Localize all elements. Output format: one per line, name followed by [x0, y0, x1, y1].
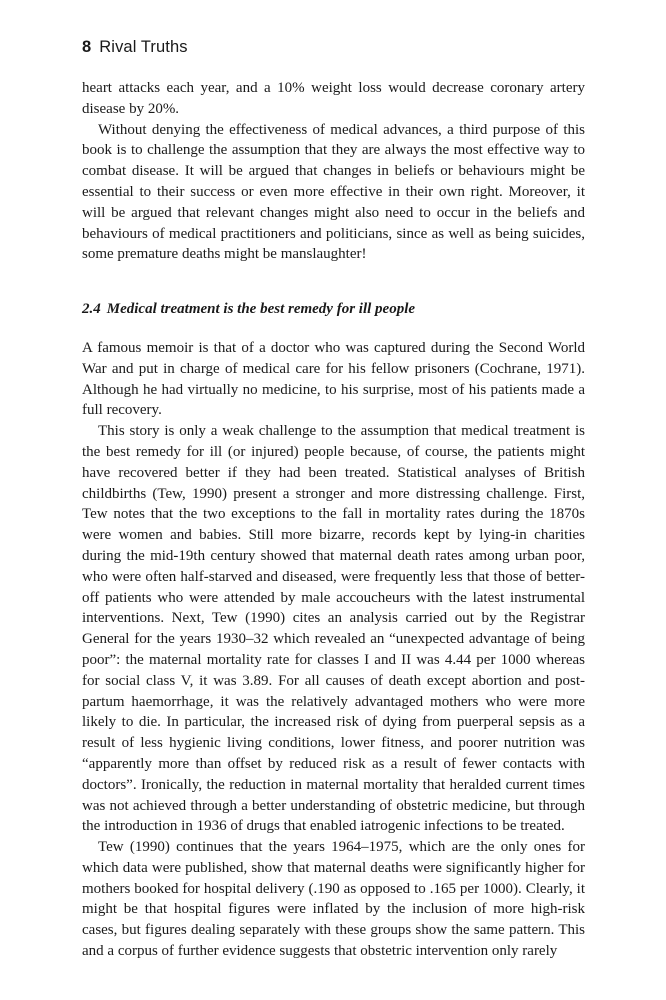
paragraph: A famous memoir is that of a doctor who was captured during the Second World War and put in charge of medical care for his fellow prisoners (Cochrane, 1971). Although he had virtually no medicine, to his surprise, most of his patients made a full recovery.	[82, 339, 585, 419]
running-title: Rival Truths	[99, 38, 188, 56]
paragraph: This story is only a weak challenge to the assumption that medical treatment is the best remedy for ill (or injured) people because, of course, the patients might have recovered better if they had been treated. Statistical analyses of British childbirths (Tew, 1990) present a stronger and more distressing challenge. First, Tew notes that the two exceptions to the fall in mortality rates during the 1870s were women and babies. Still more bizarre, records kept by lying-in charities during the mid-19th century showed that maternal death rates among urban poor, who were often half-starved and diseased, were frequently less that those of better-off patients who were attended by male accoucheurs with the latest instrumental interventions. Next, Tew (1990) cites an analysis carried out by the Registrar General for the years 1930–32 which revealed an “unexpected advantage of being poor”: the maternal mortality rate for classes I and II was 4.44 per 1000 whereas for social class V, it was 3.89. For all causes of death except abortion and post-partum haemorrhage, it was the relatively advantaged mothers who were more likely to die. In particular, the increased risk of dying from puerperal sepsis as a result of less hygienic living conditions, lower fitness, and poorer nutrition was “apparently more than offset by reduced risk as a result of fewer contacts with doctors”. Ironically, the reduction in maternal mortality that heralded current times was not achieved through a better understanding of obstetric medicine, but through the introduction in 1936 of drugs that enabled iatrogenic infections to be treated.	[82, 423, 585, 835]
section-heading	[82, 299, 585, 320]
section-number: 2.4	[82, 301, 101, 318]
page-number: 8	[82, 38, 92, 56]
section-title: Medical treatment is the best remedy for ill people	[106, 301, 416, 318]
paragraph: Without denying the effectiveness of medical advances, a third purpose of this book is to challenge the assumption that they are always the most effective way to combat disease. It will be argued that changes in beliefs or behaviours might be essential to their success or even more effective in their own right. Moreover, it will be argued that relevant changes might also need to occur in the beliefs and behaviours of medical practitioners and politicians, since as well as being suicides, some premature deaths might be manslaughter!	[82, 121, 585, 263]
running-header	[82, 38, 188, 57]
paragraph: heart attacks each year, and a 10% weight loss would decrease coronary artery disease by 20%.	[82, 80, 585, 117]
body-text	[82, 78, 585, 962]
paragraph: Tew (1990) continues that the years 1964–1975, which are the only ones for which data were published, show that maternal deaths were significantly higher for mothers booked for hospital delivery (.190 as opposed to .165 per 1000). Clearly, it might be that hospital figures were inflated by the inclusion of more high-risk cases, but figures dealing separately with these groups show the same pattern. This and a corpus of further evidence suggests that obstetric intervention only rarely	[82, 839, 585, 960]
